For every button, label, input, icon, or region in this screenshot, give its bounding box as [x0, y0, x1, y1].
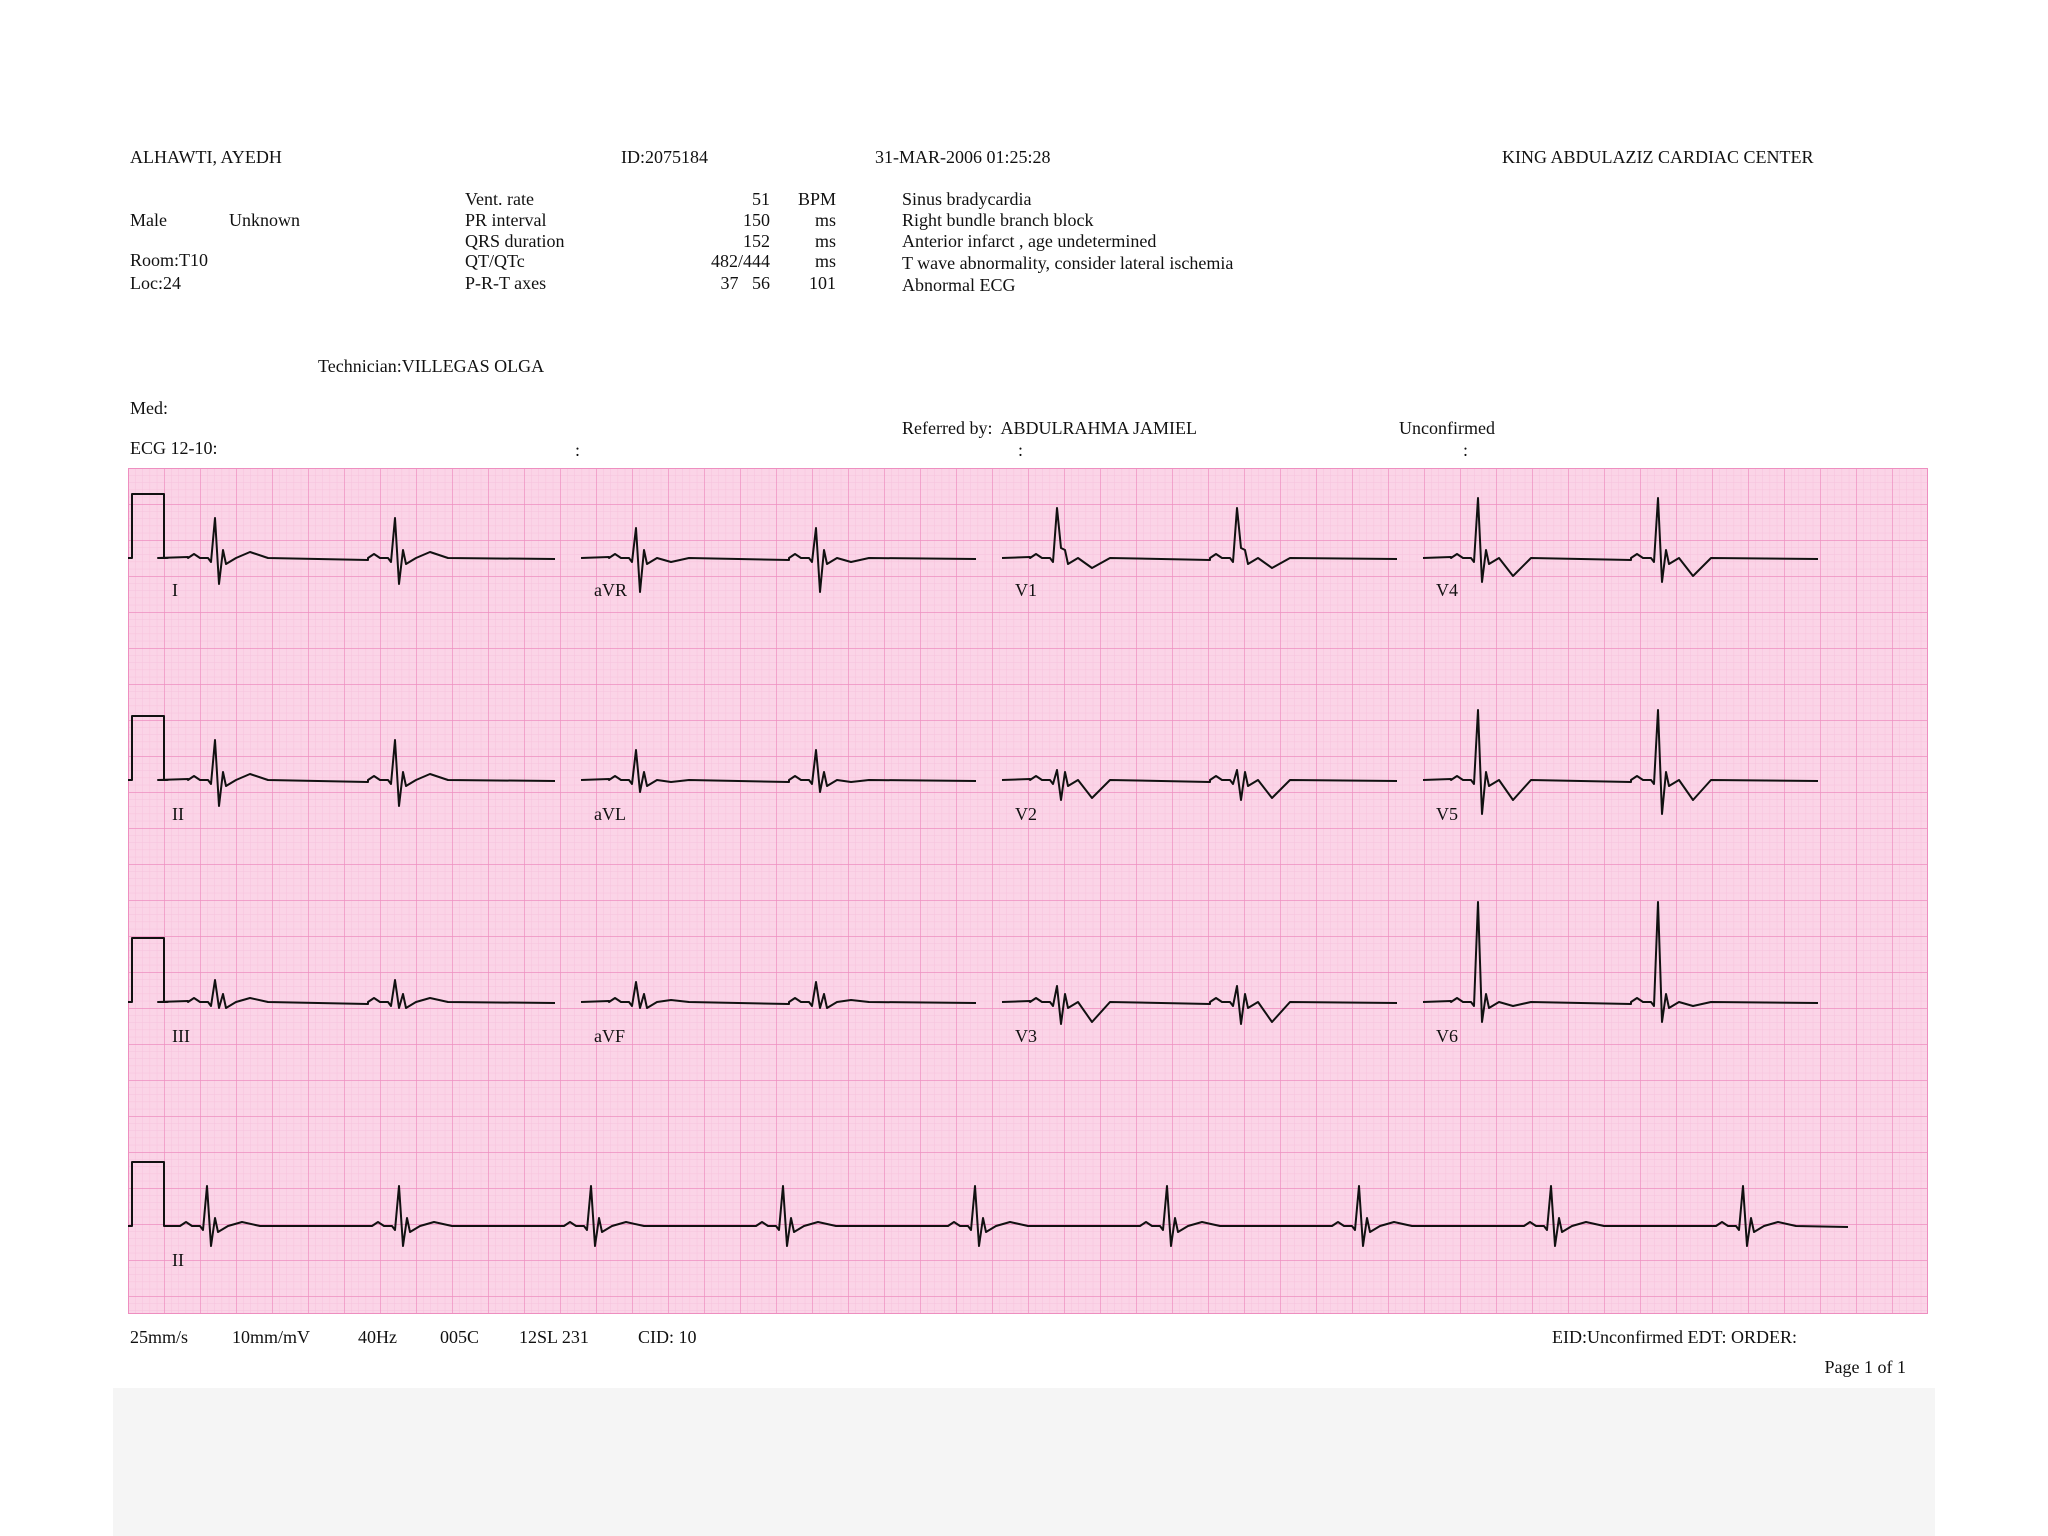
- ecg-traces: [128, 468, 1928, 1314]
- lead-label-I: I: [172, 580, 178, 600]
- measurement-value: 152: [743, 231, 770, 251]
- patient-name: ALHAWTI, AYEDH: [130, 147, 282, 167]
- med-label: Med:: [130, 398, 168, 418]
- measurement-label: Vent. rate: [465, 189, 534, 209]
- patient-room: Room:T10: [130, 250, 209, 270]
- measurement-value: 37 56: [720, 273, 770, 293]
- page-number: Page 1 of 1: [1824, 1357, 1906, 1377]
- program-version: 12SL 231: [519, 1327, 589, 1347]
- referred-by: Referred by: ABDULRAHMA JAMIEL: [902, 418, 1197, 438]
- device-code: 005C: [440, 1327, 480, 1347]
- lead-label-II-rhythm: II: [172, 1250, 184, 1270]
- measurement-unit: ms: [814, 251, 836, 271]
- interpretation-line: Sinus bradycardia: [902, 189, 1032, 209]
- measurement-unit: BPM: [797, 189, 836, 209]
- patient-sex: Male: [130, 210, 167, 230]
- lead-label-aVF: aVF: [594, 1026, 625, 1046]
- lead-label-V2: V2: [1015, 804, 1037, 824]
- measurement-unit: ms: [814, 210, 836, 230]
- lead-label-V5: V5: [1436, 804, 1458, 824]
- confirmation-status: Unconfirmed: [1399, 418, 1495, 438]
- lead-label-III: III: [172, 1026, 190, 1046]
- record-datetime: 31-MAR-2006 01:25:28: [875, 147, 1051, 167]
- lead-label-V3: V3: [1015, 1026, 1037, 1046]
- lead-label-V6: V6: [1436, 1026, 1458, 1046]
- ecg-label: ECG 12-10:: [130, 438, 218, 458]
- lead-label-aVL: aVL: [594, 804, 626, 824]
- paper-speed: 25mm/s: [130, 1327, 189, 1347]
- cid-label: CID: 10: [638, 1327, 697, 1347]
- interpretation-line: Anterior infarct , age undetermined: [902, 231, 1157, 251]
- measurement-value: 150: [743, 210, 770, 230]
- patient-id: ID:2075184: [621, 147, 708, 167]
- filter-setting: 40Hz: [358, 1327, 397, 1347]
- colon-separator: :: [1463, 440, 1469, 460]
- measurement-label: P-R-T axes: [465, 273, 547, 293]
- ecg-grid: [128, 468, 1928, 1314]
- measurement-label: PR interval: [465, 210, 547, 230]
- eid-order: EID:Unconfirmed EDT: ORDER:: [1552, 1327, 1798, 1347]
- measurement-label: QRS duration: [465, 231, 565, 251]
- lead-label-V4: V4: [1436, 580, 1458, 600]
- lead-label-II: II: [172, 804, 184, 824]
- measurement-value: 482/444: [710, 251, 770, 271]
- lower-margin: [113, 1388, 1935, 1536]
- lead-label-V1: V1: [1015, 580, 1037, 600]
- patient-race: Unknown: [229, 210, 300, 230]
- institution-name: KING ABDULAZIZ CARDIAC CENTER: [1502, 147, 1814, 167]
- measurement-value: 51: [752, 189, 770, 209]
- patient-loc: Loc:24: [130, 273, 181, 293]
- interpretation-line: Right bundle branch block: [902, 210, 1094, 230]
- gain-setting: 10mm/mV: [232, 1327, 311, 1347]
- measurement-unit: 101: [809, 273, 836, 293]
- measurement-label: QT/QTc: [465, 251, 525, 271]
- measurement-unit: ms: [814, 231, 836, 251]
- interpretation-line: T wave abnormality, consider lateral ischemia: [902, 253, 1234, 273]
- colon-separator: :: [575, 440, 581, 460]
- lead-label-aVR: aVR: [594, 580, 627, 600]
- technician-label: Technician:VILLEGAS OLGA: [318, 356, 545, 376]
- interpretation-line: Abnormal ECG: [902, 275, 1016, 295]
- colon-separator: :: [1018, 440, 1024, 460]
